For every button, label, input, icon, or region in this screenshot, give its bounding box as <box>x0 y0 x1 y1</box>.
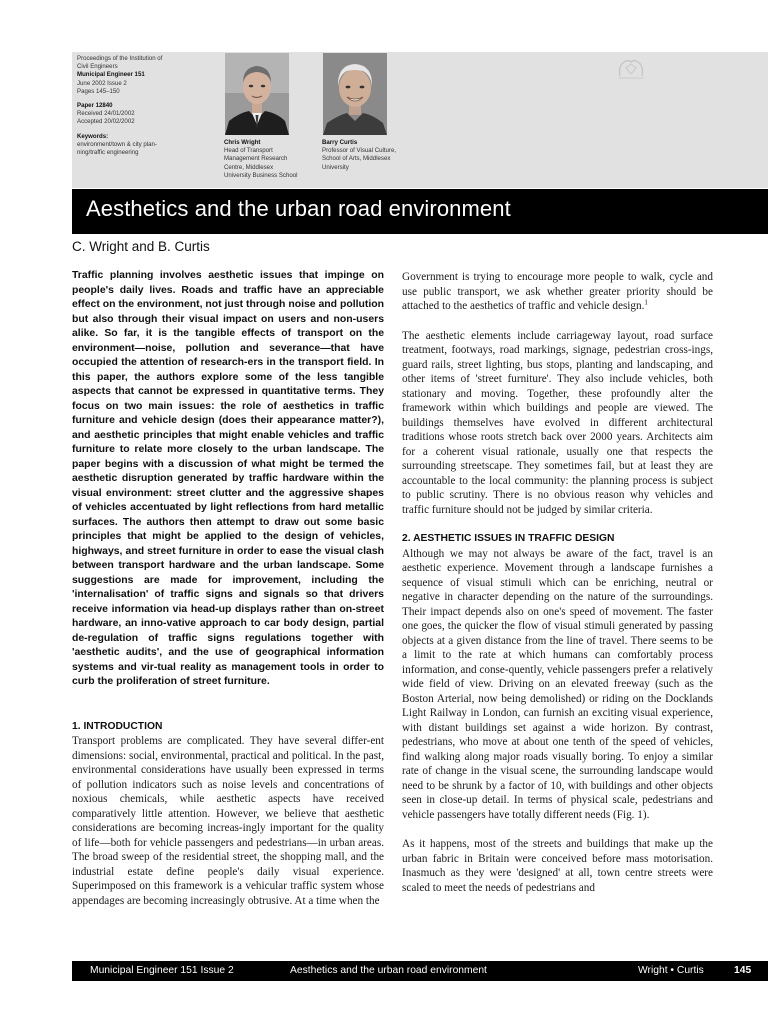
keywords: ning/traffic engineering <box>77 149 139 157</box>
author-name: Barry Curtis <box>322 139 358 146</box>
page-range: Pages 145–150 <box>77 87 120 95</box>
page-number: 145 <box>734 965 752 976</box>
section-heading-aesthetic-issues: 2. AESTHETIC ISSUES IN TRAFFIC DESIGN <box>402 533 615 544</box>
section-heading-introduction: 1. INTRODUCTION <box>72 720 163 732</box>
proceedings-line: Proceedings of the Institution of <box>77 55 163 62</box>
author-affiliation: Professor of Visual Culture, <box>322 147 397 155</box>
received-date: Received 24/01/2002 <box>77 110 135 118</box>
author-info-curtis <box>322 139 422 172</box>
abstract: Traffic planning involves aesthetic issues that impinge on people's daily lives. Roads and traffic have an appreciable effect on the environment, not just through noise and pollution but also through their visual impact on users and non-users alike. So far, it is the tangible effects of transport on the environment—noise, pollution and severance—that have occupied the attention of research-ers in the transport field. In this paper, the authors explore some of the less tangible aspects that cannot be expressed in quantitative terms. They focus on two main issues: the role of aesthetics in traffic furniture and vehicle design (does their appearance matter?), and aesthetic principles that might enable vehicles and traffic furniture to relate more closely to the urban landscape. The paper begins with a discussion of what might be termed the aesthetic disruption generated by traffic hardware within the visual environment: street clutter and the aggressive shapes of vehicles accentuated by light reflections from hard metallic surfaces. The authors then attempt to draw out some basic principles that might be applied to the design of vehicles, highways, and street furniture in order to ease the visual clash between transport hardware and the urban landscape. Some suggestions are made for improvement, including the 'internalisation' of traffic signs and signals so that drivers receive information via head-up displays rather than on-street hardware, an inno-vative approach to car body design, partial de-regulation of traffic signs regulations together with 'aesthetic audits', and the use of geographical information systems and vir-tual reality as management tools in order to curb the proliferation of street furniture. <box>72 270 384 687</box>
journal-name: Municipal Engineer 151 <box>77 71 145 79</box>
body-paragraph: Government is trying to encourage more people to walk, cycle and use public transport, we ask whether greater priority should be attached to the aesthetics of traffic and vehicle design.$^1$ <box>402 271 713 312</box>
body-paragraph: The aesthetic elements include carriageway layout, road surface treatment, footways, road markings, signage, pedestrian cross-ings, guard rails, street lighting, bus stops, planting and landscaping, and other items of 'street furniture'. They also include vehicles, both stationary and moving. Together, these profoundly alter the framework within which buildings and people are viewed. The buildings themselves have evolved in different architectural traditions whose roots stretch back over 2000 years. Architects aim for a coherent visual rationale, usually one that respects the surrounding streetscape. They sometimes fail, but at least they are accountable to the local community: the planning process is subject to public scrutiny. There is no obvious reason why vehicles and traffic furniture should not be judged by similar criteria. <box>402 329 713 516</box>
keywords-label: Keywords: <box>77 132 109 140</box>
body-paragraph: As it happens, most of the streets and buildings that make up the urban fabric in Britain were conceived before mass motorisation. Inasmuch as they were 'designed' at all, town centre streets were scaled to meet the needs of pedestrians and <box>402 838 713 894</box>
body-paragraph: Although we may not always be aware of the fact, travel is an aesthetic experience. Movement through a landscape furnishes a sequence of visual stimuli which can be enriching, neutral or negative in character depending on the nature of the surroundings. Their impact depends also on one's speed of movement. The faster one goes, the quicker the flow of visual stimuli generated by passing objects at a given distance from the line of travel. There seems to be a limit to the rate at which humans can comfortably process information, and conse-quently, vehicle passengers prefer a relatively wide field of view. Driving on an elevated freeway (such as the Boston Arterial, now being demolished) or riding on the Docklands Light Railway in London, can furnish an exciting visual experience, with distant buildings set against a wide horizon. By contrast, pedestrians, who move at about one tenth of the speed of vehicles, find walking along major roads visually boring. To enjoy a similar rate of change in the visual scene, the surrounding landscape would need to be shrunk by a factor of 10, with buildings and other objects seen in close-up detail. In terms of physical scale, pedestrians and vehicle passengers have totally different needs (Fig. 1). <box>402 547 713 821</box>
author-affiliation: University Business School <box>224 171 298 179</box>
institution-crest-icon <box>614 56 648 80</box>
byline: C. Wright and B. Curtis <box>72 239 210 254</box>
author-affiliation: University <box>322 163 349 171</box>
keywords: environment/town & city plan- <box>77 140 157 148</box>
footer-journal: Municipal Engineer 151 Issue 2 <box>90 965 234 976</box>
author-affiliation: School of Arts, Middlesex <box>322 155 391 163</box>
author-affiliation: Centre, Middlesex <box>224 163 274 171</box>
issue-info: June 2002 Issue 2 <box>77 79 127 87</box>
author-photo-curtis <box>323 53 387 135</box>
paper-number: Paper 12840 <box>77 102 113 110</box>
page-footer <box>72 961 768 981</box>
left-column <box>72 269 384 923</box>
author-info-wright <box>224 139 324 180</box>
footer-title: Aesthetics and the urban road environment <box>290 965 487 976</box>
introduction-text: Transport problems are complicated. They have several differ-ent dimensions: social, environmental, practical and political. In the past, environmental considerations have usually been expressed in terms of pollution indicators such as noise levels and concentrations of noxious chemicals, while aesthetic aspects have received comparatively little attention. However, we believe that aesthetic considerations are becoming increas-ingly important for the quality of life—both for vehicle passengers and pedestrians—in urban areas. The broad sweep of the residential street, the shopping mall, and the industrial estate define people's daily visual experience. Superimposed on this framework is a vehicular traffic system whose appendages are becoming increasingly obtrusive. At a time when the <box>72 735 384 907</box>
paper-title: Aesthetics and the urban road environment <box>86 196 511 221</box>
author-name: Chris Wright <box>224 139 261 146</box>
accepted-date: Accepted 20/02/2002 <box>77 118 135 126</box>
proceedings-line: Civil Engineers <box>77 63 118 71</box>
right-column <box>402 270 713 910</box>
publication-metadata <box>77 55 189 157</box>
reference-marker[interactable]: 1 <box>644 298 648 307</box>
author-photo-wright <box>225 53 289 135</box>
author-affiliation: Management Research <box>224 155 288 163</box>
author-affiliation: Head of Transport <box>224 147 273 155</box>
footer-authors: Wright • Curtis <box>638 965 704 976</box>
